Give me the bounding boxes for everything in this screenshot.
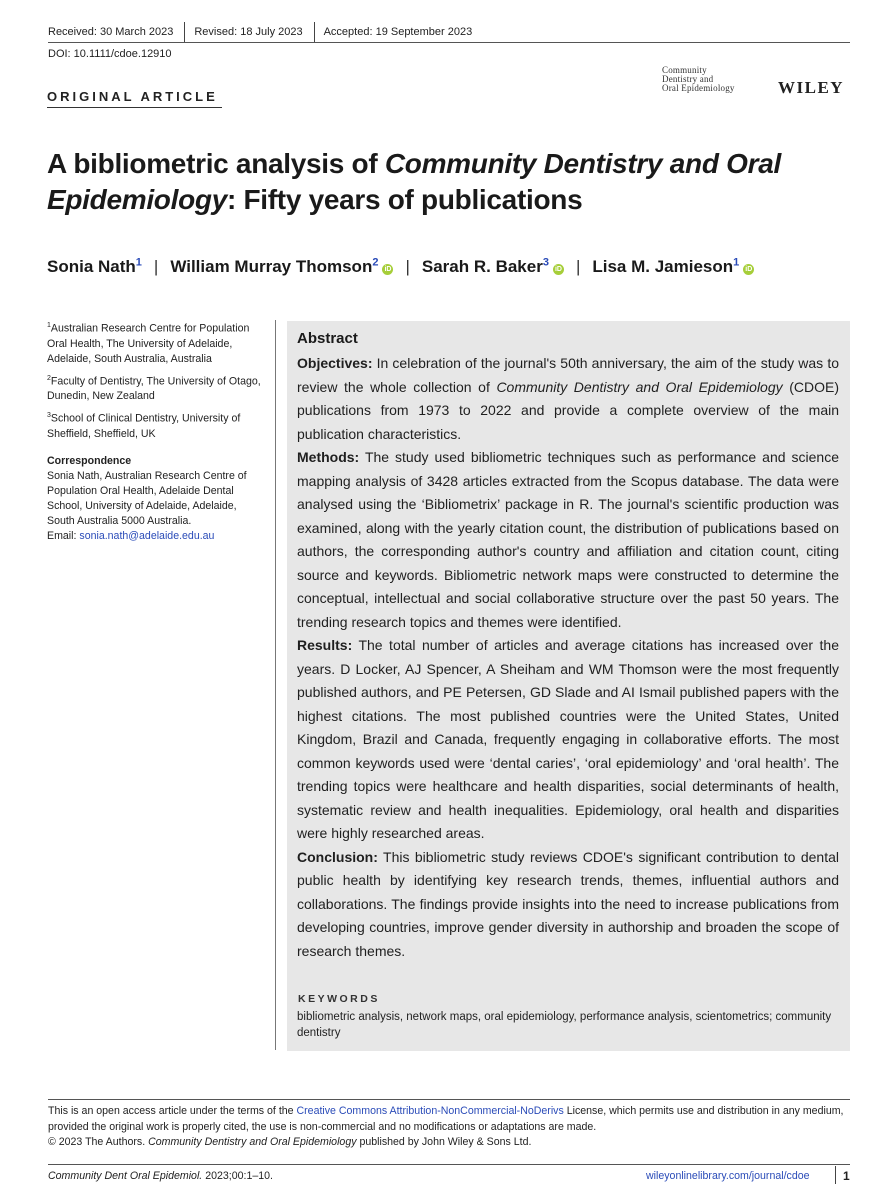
author[interactable]: Sonia Nath$^1$ xyxy=(47,256,142,276)
license-link[interactable]: Creative Commons Attribution-NonCommercial-NoDerivs xyxy=(296,1105,564,1117)
author-list xyxy=(47,256,754,277)
orcid-icon[interactable]: iD xyxy=(554,265,562,273)
header-rule xyxy=(48,42,850,43)
received-date: Received: 30 March 2023 xyxy=(48,26,174,38)
orcid-icon[interactable]: iD xyxy=(745,265,753,273)
correspondence-heading: Correspondence xyxy=(47,454,132,467)
affiliation: $^2$Faculty of Dentistry, The University of Otago, Dunedin, New Zealand xyxy=(47,374,261,403)
abstract-results: Results: The total number of articles and average citations has increased over the years. D Locker, AJ Spencer, A Sheiham and WM Thomson were the most frequently published authors, and PE Petersen, GD Slade and AI Ismail published papers with the highest citations. The most published countries were the United States, United Kingdom, Brazil and Canada, frequently engaging in collaborative efforts. The most common keywords used were ‘dental caries’, ‘oral epidemiology’ and ‘oral health’. The trending topics were healthcare and health disparities, social determinants of health, systematic review and health inequalities. Epidemiology, oral health and disparities were highly researched areas. xyxy=(297,637,839,841)
divider xyxy=(314,22,315,42)
accepted-date: Accepted: 19 September 2023 xyxy=(323,26,473,38)
journal-citation: Community Dent Oral Epidemiol. 2023;00:1–10. xyxy=(48,1170,273,1182)
author[interactable]: Lisa M. Jamieson$^1$iD xyxy=(592,256,753,276)
logo-line: Oral Epidemiology xyxy=(662,83,735,93)
affiliations-column xyxy=(47,318,265,544)
logo-line: Dentistry and xyxy=(662,74,714,84)
column-divider xyxy=(275,320,276,1050)
affiliation: $^3$School of Clinical Dentistry, University of Sheffield, Sheffield, UK xyxy=(47,412,241,440)
keywords-heading: KEYWORDS xyxy=(298,993,380,1005)
affiliation-marker[interactable]: 1 xyxy=(733,256,740,268)
author[interactable]: William Murray Thomson$^2$iD xyxy=(170,256,392,276)
title-text: : Fifty years of publications xyxy=(226,184,583,215)
date-bar xyxy=(48,22,472,42)
license-notice: This is an open access article under the terms of the Creative Commons Attribution-NonCommercial-NoDerivs License, which permits use and distribution in any medium, provided the original work is properly cited, the use is non-commercial and no modifications or adaptations are made. © 2023 The Authors. Community Dentistry and Oral Epidemiology published by John Wiley & Sons Ltd. xyxy=(48,1105,844,1148)
divider xyxy=(835,1166,836,1184)
affiliation: $^1$Australian Research Centre for Population Oral Health, The University of Adelaide, Adelaide, South Australia, Australia xyxy=(47,322,250,365)
correspondence-text: Sonia Nath, Australian Research Centre of Population Oral Health, Adelaide Dental School, University of Adelaide, Adelaide, South Australia 5000 Australia. xyxy=(47,469,247,527)
orcid-icon[interactable]: iD xyxy=(384,265,392,273)
author[interactable]: Sarah R. Baker$^3$iD xyxy=(421,256,562,276)
journal-logo xyxy=(662,66,735,93)
correspondence-email: Email: sonia.nath@adelaide.edu.au xyxy=(47,529,215,542)
footer-rule xyxy=(48,1099,850,1100)
article-type-rule xyxy=(47,107,222,108)
revised-date: Revised: 18 July 2023 xyxy=(194,26,303,38)
title-journal: Community Dentistry and Oral Epidemiology xyxy=(47,148,781,215)
abstract-body xyxy=(297,352,839,963)
title-text: A bibliometric analysis of xyxy=(47,148,385,179)
abstract-conclusion: Conclusion: This bibliometric study reviews CDOE's significant contribution to dental public health by identifying key research trends, themes, influential authors and collaborations. The findings provide insights into the need to increase publications from developing countries, improve gender diversity in authorship and broaden the scope of research themes. xyxy=(297,848,839,959)
article-type: ORIGINAL ARTICLE xyxy=(47,89,218,104)
article-title xyxy=(47,146,827,218)
abstract-methods: Methods: The study used bibliometric techniques such as performance and science mapping analysis of 3428 articles extracted from the Scopus database. The data were analysed using the ‘Bibliometrix’ package in R. The journal's scientific production was examined, along with the yearly citation count, the distribution of publications based on authors, the corresponding author's country and affiliation and citation count, citing source and keywords. Bibliometric network maps were constructed to determine the conceptual, intellectual and social collaborative structure over the past 50 years. The trending research topics and themes were identified. xyxy=(297,449,839,630)
doi[interactable]: DOI: 10.1111/cdoe.12910 xyxy=(48,48,172,60)
affiliation-marker[interactable]: 1 xyxy=(135,256,142,268)
abstract-objectives: Objectives: In celebration of the journal's 50th anniversary, the aim of the study was to review the whole collection of Community Dentistry and Oral Epidemiology (CDOE) publications from 1973 to 2022 and provide a complete overview of the main publication characteristics. xyxy=(297,355,839,442)
logo-line: Community xyxy=(662,65,707,75)
divider xyxy=(184,22,185,42)
keywords-list: bibliometric analysis, network maps, oral epidemiology, performance analysis, scientometrics; community dentistry xyxy=(297,1011,832,1039)
abstract-heading: Abstract xyxy=(297,330,358,347)
journal-url-link[interactable]: wileyonlinelibrary.com/journal/cdoe xyxy=(646,1170,810,1182)
divider: | xyxy=(405,256,410,276)
divider: | xyxy=(575,256,581,276)
footer-rule xyxy=(48,1164,850,1165)
affiliation-marker[interactable]: 2 xyxy=(372,256,379,268)
affiliation-marker[interactable]: 3 xyxy=(542,256,549,268)
page-number: 1 xyxy=(843,1169,850,1183)
publisher-logo: WILEY xyxy=(778,78,845,97)
email-link[interactable]: sonia.nath@adelaide.edu.au xyxy=(79,529,215,542)
divider: | xyxy=(153,256,159,276)
